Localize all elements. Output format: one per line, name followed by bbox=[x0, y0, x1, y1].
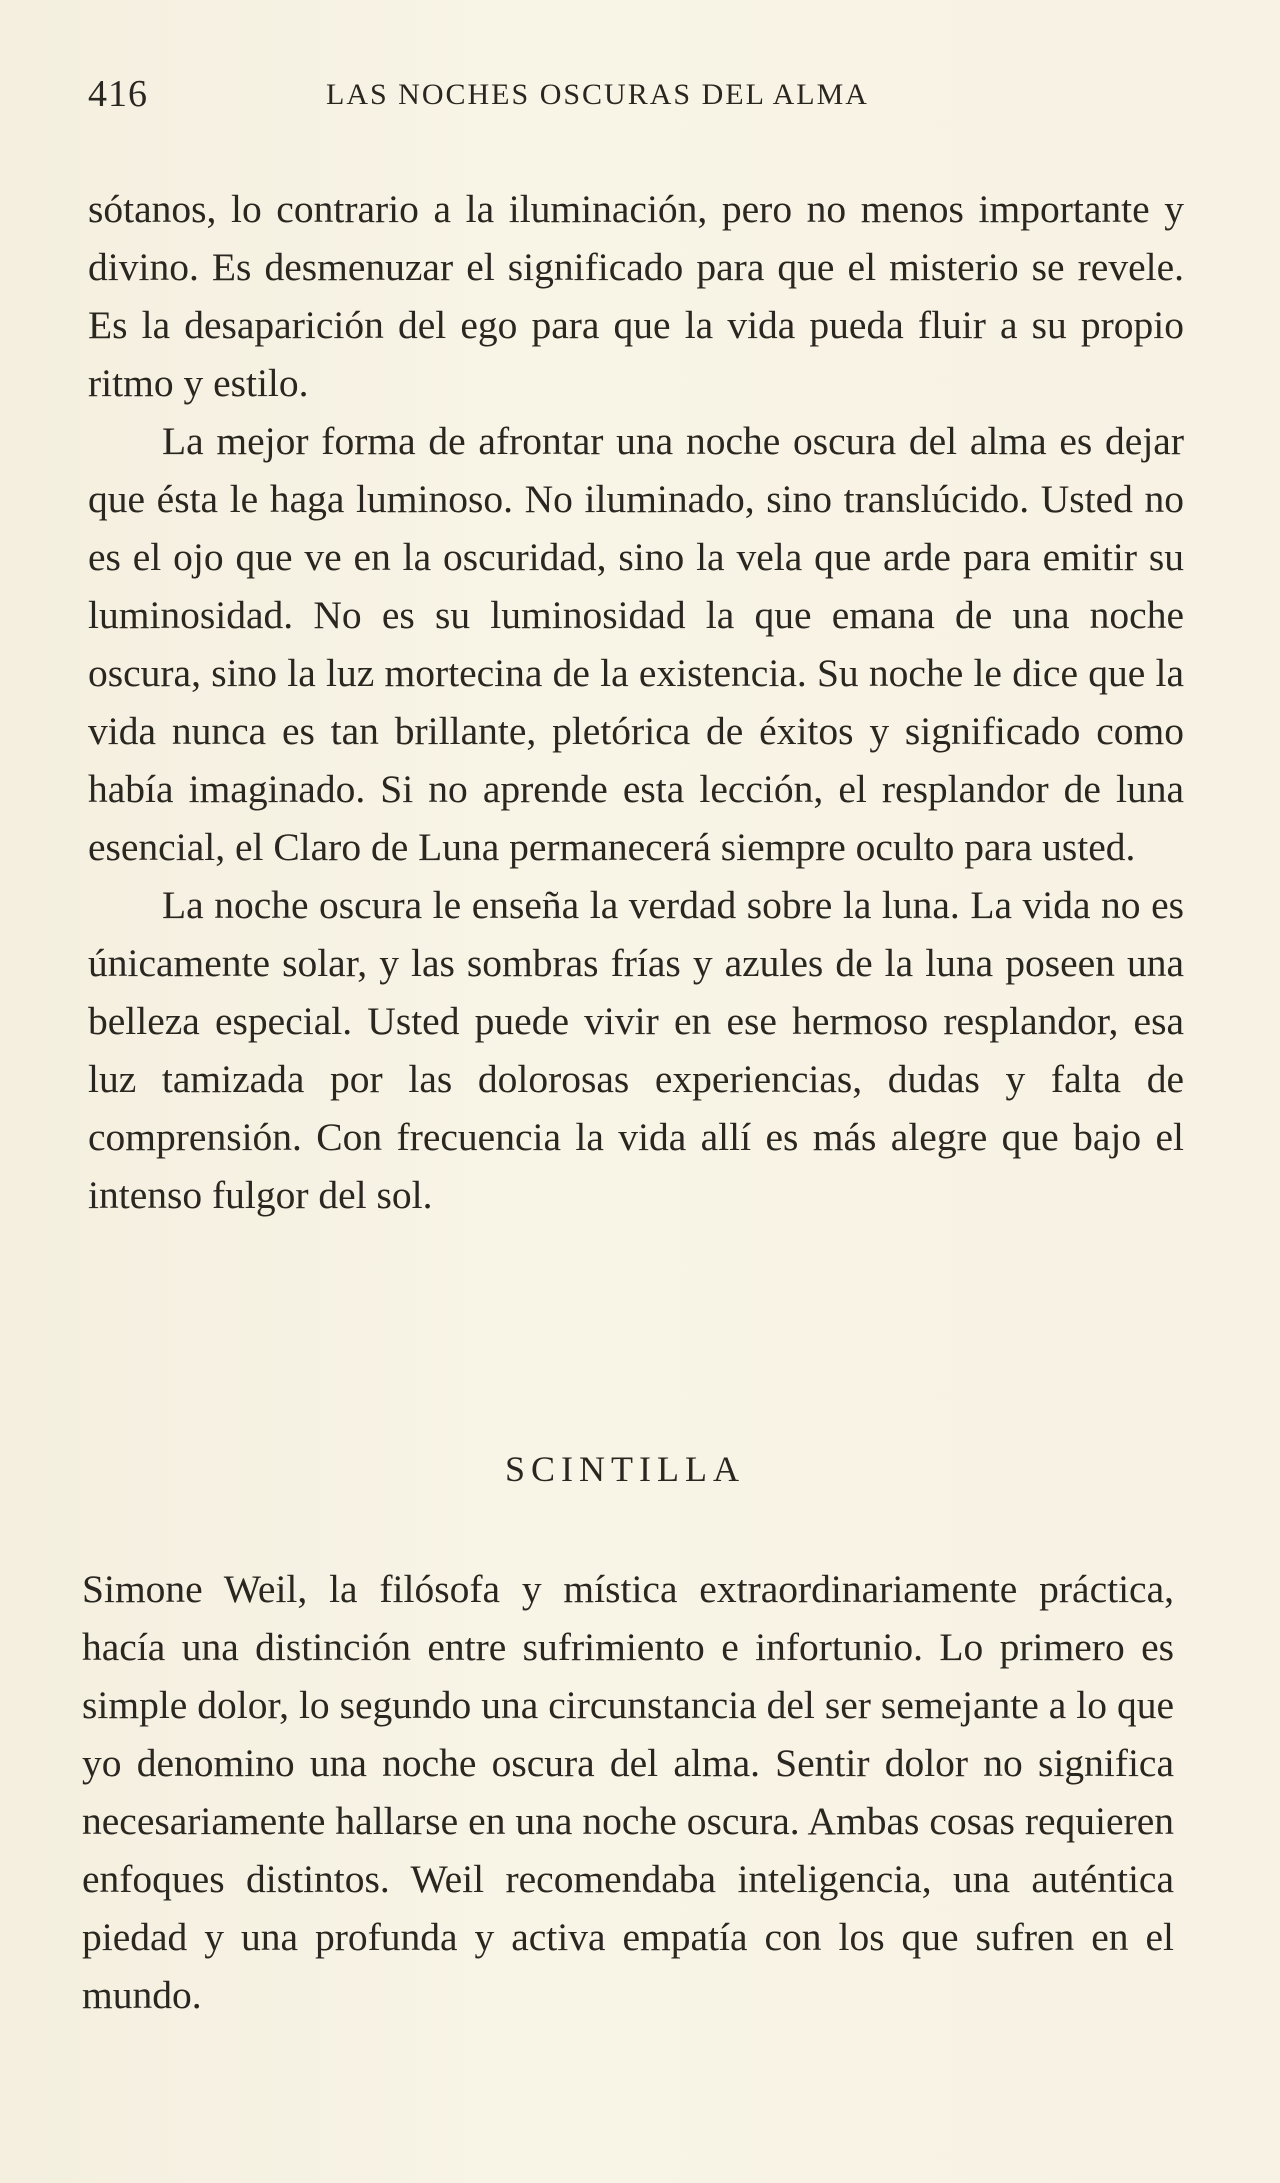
running-header bbox=[88, 72, 1188, 122]
section-heading: SCINTILLA bbox=[505, 1449, 745, 1489]
paragraph-2: La mejor forma de afrontar una noche oscura del alma es dejar que ésta le haga luminoso. No iluminado, sino translúcido. Usted no es el ojo que ve en la oscuridad, sino la vela que arde para emitir su luminosidad. No es su luminosidad la que emana de una noche oscura, sino la luz mortecina de la existencia. Su noche le dice que la vida nunca es tan brillante, pletórica de éxitos y significado como había imaginado. Si no aprende esta lección, el resplandor de luna esencial, el Claro de Luna permanecerá siempre oculto para usted. bbox=[88, 419, 1184, 869]
section-text bbox=[82, 1560, 1174, 2024]
section-paragraph: Simone Weil, la filósofa y mística extraordinariamente práctica, hacía una distinción entre sufrimiento e infortunio. Lo primero es simple dolor, lo segundo una circunstancia del ser semejante a lo que yo denomino una noche oscura del alma. Sentir dolor no significa necesariamente hallarse en una noche oscura. Ambas cosas requieren enfoques distintos. Weil recomendaba inteligencia, una auténtica piedad y una profunda y activa empatía con los que sufren en el mundo. bbox=[82, 1567, 1174, 2017]
running-title: LAS NOCHES OSCURAS DEL ALMA bbox=[326, 78, 869, 111]
body-text bbox=[88, 180, 1184, 1224]
paragraph-3: La noche oscura le enseña la verdad sobre la luna. La vida no es únicamente solar, y las sombras frías y azules de la luna poseen una belleza especial. Usted puede vivir en ese hermoso resplandor, esa luz tamizada por las dolorosas experiencias, dudas y falta de comprensión. Con frecuencia la vida allí es más alegre que bajo el intenso fulgor del sol. bbox=[88, 883, 1184, 1217]
page-number: 416 bbox=[88, 73, 148, 115]
paragraph-1: sótanos, lo contrario a la iluminación, pero no menos importante y divino. Es desmenuzar el significado para que el misterio se revele. Es la desaparición del ego para que la vida pueda fluir a su propio ritmo y estilo. bbox=[88, 187, 1184, 405]
